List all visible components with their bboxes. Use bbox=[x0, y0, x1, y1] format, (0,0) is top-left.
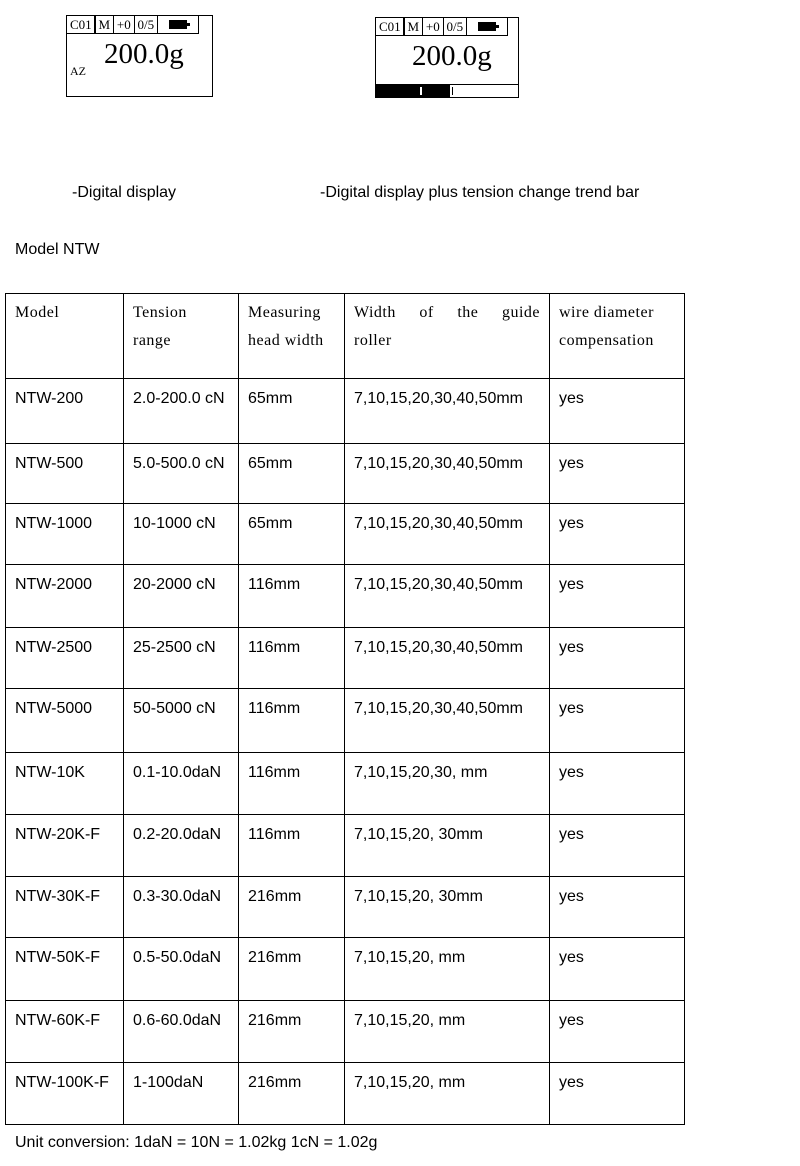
cell-wire-compensation: yes bbox=[550, 815, 685, 877]
cell-head-width: 116mm bbox=[239, 689, 345, 753]
table-row bbox=[6, 1063, 685, 1125]
cell-model: NTW-500 bbox=[6, 444, 124, 504]
cell-head-width: 116mm bbox=[239, 753, 345, 815]
cell-model: NTW-1000 bbox=[6, 504, 124, 565]
table-row bbox=[6, 815, 685, 877]
cell-model: NTW-30K-F bbox=[6, 877, 124, 938]
table-header-row bbox=[6, 294, 685, 379]
model-heading: Model NTW bbox=[15, 241, 100, 258]
cell-tension-range: 5.0-500.0 cN bbox=[124, 444, 239, 504]
cell-tension-range: 10-1000 cN bbox=[124, 504, 239, 565]
cell-tension-range: 0.5-50.0daN bbox=[124, 938, 239, 1001]
display-status-bar bbox=[375, 17, 508, 36]
cell-wire-compensation: yes bbox=[550, 1063, 685, 1125]
cell-head-width: 65mm bbox=[239, 504, 345, 565]
cell-model: NTW-50K-F bbox=[6, 938, 124, 1001]
cell-roller-width: 7,10,15,20,30,40,50mm bbox=[345, 379, 550, 444]
display-status-bar bbox=[66, 15, 199, 34]
cell-roller-width: 7,10,15,20,30, mm bbox=[345, 753, 550, 815]
cell-roller-width: 7,10,15,20,30,40,50mm bbox=[345, 565, 550, 628]
cell-head-width: 216mm bbox=[239, 877, 345, 938]
caption-trend-bar: -Digital display plus tension change trend bar bbox=[320, 184, 640, 201]
offset-indicator: +0 bbox=[422, 17, 444, 36]
cell-wire-compensation: yes bbox=[550, 753, 685, 815]
display-reading: 200.0g bbox=[412, 40, 492, 72]
cell-model: NTW-2500 bbox=[6, 628, 124, 689]
cell-tension-range: 0.6-60.0daN bbox=[124, 1001, 239, 1063]
cell-tension-range: 0.1-10.0daN bbox=[124, 753, 239, 815]
digital-display-trend bbox=[375, 17, 519, 98]
mode-indicator: M bbox=[94, 15, 114, 34]
cell-model: NTW-10K bbox=[6, 753, 124, 815]
cell-tension-range: 50-5000 cN bbox=[124, 689, 239, 753]
cell-model: NTW-60K-F bbox=[6, 1001, 124, 1063]
table-row bbox=[6, 877, 685, 938]
cell-model: NTW-2000 bbox=[6, 565, 124, 628]
cell-model: NTW-100K-F bbox=[6, 1063, 124, 1125]
cell-wire-compensation: yes bbox=[550, 938, 685, 1001]
trend-bar-tick bbox=[420, 87, 422, 95]
header-roller-width: Width of the guide roller bbox=[345, 294, 550, 379]
cell-head-width: 65mm bbox=[239, 444, 345, 504]
cell-head-width: 216mm bbox=[239, 1001, 345, 1063]
table-row bbox=[6, 1001, 685, 1063]
trend-bar-fill bbox=[376, 85, 450, 97]
offset-indicator: +0 bbox=[113, 15, 135, 34]
cell-roller-width: 7,10,15,20, 30mm bbox=[345, 877, 550, 938]
cell-tension-range: 2.0-200.0 cN bbox=[124, 379, 239, 444]
table-row bbox=[6, 565, 685, 628]
table-row bbox=[6, 753, 685, 815]
fraction-indicator: 0/5 bbox=[443, 17, 468, 36]
cell-wire-compensation: yes bbox=[550, 1001, 685, 1063]
cell-head-width: 65mm bbox=[239, 379, 345, 444]
table-row bbox=[6, 938, 685, 1001]
caption-digital-display: -Digital display bbox=[72, 184, 177, 201]
cell-roller-width: 7,10,15,20,30,40,50mm bbox=[345, 628, 550, 689]
auto-zero-indicator: AZ bbox=[70, 64, 86, 78]
trend-bar-marker bbox=[452, 87, 456, 95]
cell-tension-range: 20-2000 cN bbox=[124, 565, 239, 628]
header-tension-range: Tension range bbox=[124, 294, 239, 379]
cell-tension-range: 25-2500 cN bbox=[124, 628, 239, 689]
table-row bbox=[6, 689, 685, 753]
table-row bbox=[6, 379, 685, 444]
cell-tension-range: 1-100daN bbox=[124, 1063, 239, 1125]
mode-indicator: M bbox=[403, 17, 423, 36]
cell-head-width: 116mm bbox=[239, 565, 345, 628]
digital-display bbox=[66, 15, 213, 97]
cell-tension-range: 0.2-20.0daN bbox=[124, 815, 239, 877]
channel-indicator: C01 bbox=[66, 15, 96, 34]
cell-roller-width: 7,10,15,20,30,40,50mm bbox=[345, 444, 550, 504]
fraction-indicator: 0/5 bbox=[134, 15, 159, 34]
table-row bbox=[6, 628, 685, 689]
table-row bbox=[6, 444, 685, 504]
unit-conversion-note: Unit conversion: 1daN = 10N = 1.02kg 1cN = 1.02g bbox=[15, 1134, 378, 1151]
cell-model: NTW-200 bbox=[6, 379, 124, 444]
cell-head-width: 216mm bbox=[239, 938, 345, 1001]
cell-wire-compensation: yes bbox=[550, 444, 685, 504]
cell-roller-width: 7,10,15,20, 30mm bbox=[345, 815, 550, 877]
cell-roller-width: 7,10,15,20, mm bbox=[345, 1063, 550, 1125]
table-row bbox=[6, 504, 685, 565]
cell-head-width: 216mm bbox=[239, 1063, 345, 1125]
cell-wire-compensation: yes bbox=[550, 689, 685, 753]
display-reading: 200.0g bbox=[104, 38, 184, 70]
channel-indicator: C01 bbox=[375, 17, 405, 36]
cell-head-width: 116mm bbox=[239, 815, 345, 877]
cell-roller-width: 7,10,15,20,30,40,50mm bbox=[345, 689, 550, 753]
cell-roller-width: 7,10,15,20,30,40,50mm bbox=[345, 504, 550, 565]
header-model: Model bbox=[6, 294, 124, 379]
cell-wire-compensation: yes bbox=[550, 877, 685, 938]
cell-roller-width: 7,10,15,20, mm bbox=[345, 938, 550, 1001]
spec-table bbox=[5, 293, 685, 1125]
cell-model: NTW-20K-F bbox=[6, 815, 124, 877]
cell-model: NTW-5000 bbox=[6, 689, 124, 753]
header-wire-compensation: wire diameter compensation bbox=[550, 294, 685, 379]
battery-full-icon bbox=[157, 15, 199, 34]
cell-wire-compensation: yes bbox=[550, 379, 685, 444]
battery-full-icon bbox=[466, 17, 508, 36]
header-head-width: Measuring head width bbox=[239, 294, 345, 379]
tension-trend-bar bbox=[375, 84, 519, 98]
cell-roller-width: 7,10,15,20, mm bbox=[345, 1001, 550, 1063]
cell-wire-compensation: yes bbox=[550, 628, 685, 689]
cell-wire-compensation: yes bbox=[550, 565, 685, 628]
cell-head-width: 116mm bbox=[239, 628, 345, 689]
cell-wire-compensation: yes bbox=[550, 504, 685, 565]
cell-tension-range: 0.3-30.0daN bbox=[124, 877, 239, 938]
